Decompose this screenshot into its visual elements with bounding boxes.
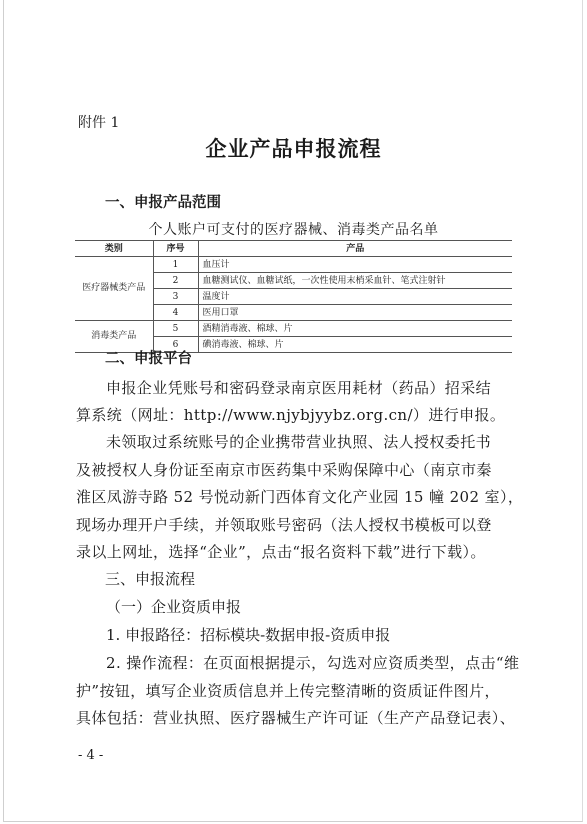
section-heading-platform: 二、申报平台 <box>105 351 192 367</box>
row-number: 5 <box>153 321 198 337</box>
column-header-number: 序号 <box>153 241 198 257</box>
row-product: 血糖测试仪、血糖试纸，一次性使用末梢采血针、笔式注射针 <box>198 273 512 289</box>
paragraph-line: 录以上网址，选择“企业”，点击“报名资料下载”进行下载）。 <box>76 543 486 561</box>
paragraph-line: 未领取过系统账号的企业携带营业执照、法人授权委托书 <box>106 433 492 451</box>
row-number: 3 <box>153 289 198 305</box>
paragraph-line: 淮区凤游寺路 52 号悦动新门西体育文化产业园 15 幢 202 室）， <box>76 488 524 506</box>
paragraph-line: 具体包括：营业执照、医疗器械生产许可证（生产产品登记表）、 <box>76 709 516 727</box>
row-product: 血压计 <box>198 257 512 273</box>
document-title: 企业产品申报流程 <box>205 136 382 161</box>
step-line: 1. 申报路径：招标模块-数据申报-资质申报 <box>106 626 391 644</box>
paragraph-line: 护”按钮，填写企业资质信息并上传完整清晰的资质证件图片， <box>76 682 500 700</box>
paragraph-line: 申报企业凭账号和密码登录南京医用耗材（药品）招采结 <box>106 379 492 397</box>
row-number: 2 <box>153 273 198 289</box>
section-heading-process: 三、申报流程 <box>105 570 196 588</box>
category-medical-devices: 医疗器械类产品 <box>75 257 153 321</box>
row-product: 温度计 <box>198 289 512 305</box>
attachment-label: 附件 1 <box>78 115 120 131</box>
paragraph-line: 现场办理开户手续，并领取账号密码（法人授权书模板可以登 <box>76 516 492 534</box>
paragraph-line: 及被授权人身份证至南京市医药集中采购保障中心（南京市秦 <box>76 461 492 479</box>
table-header-row <box>75 241 512 257</box>
category-disinfection: 消毒类产品 <box>75 321 153 353</box>
table-caption: 个人账户可支付的医疗器械、消毒类产品名单 <box>148 222 439 238</box>
paragraph-line: 2. 操作流程：在页面根据提示，勾选对应资质类型，点击“维 <box>106 654 520 672</box>
column-header-product: 产品 <box>198 241 512 257</box>
row-product: 碘消毒液、棉球、片 <box>198 337 512 353</box>
section-heading-scope: 一、申报产品范围 <box>105 195 221 211</box>
row-number: 4 <box>153 305 198 321</box>
subsection-heading: （一）企业资质申报 <box>106 598 242 616</box>
row-number: 1 <box>153 257 198 273</box>
table-row <box>75 257 512 273</box>
column-header-category: 类别 <box>75 241 153 257</box>
row-product: 酒精消毒液、棉球、片 <box>198 321 512 337</box>
table-row <box>75 321 512 337</box>
product-table <box>75 240 512 353</box>
row-product: 医用口罩 <box>198 305 512 321</box>
page-number: - 4 - <box>78 748 104 763</box>
row-number: 6 <box>153 337 198 353</box>
paragraph-line: 算系统（网址：http://www.njybjyybz.org.cn/）进行申报。 <box>76 406 506 424</box>
